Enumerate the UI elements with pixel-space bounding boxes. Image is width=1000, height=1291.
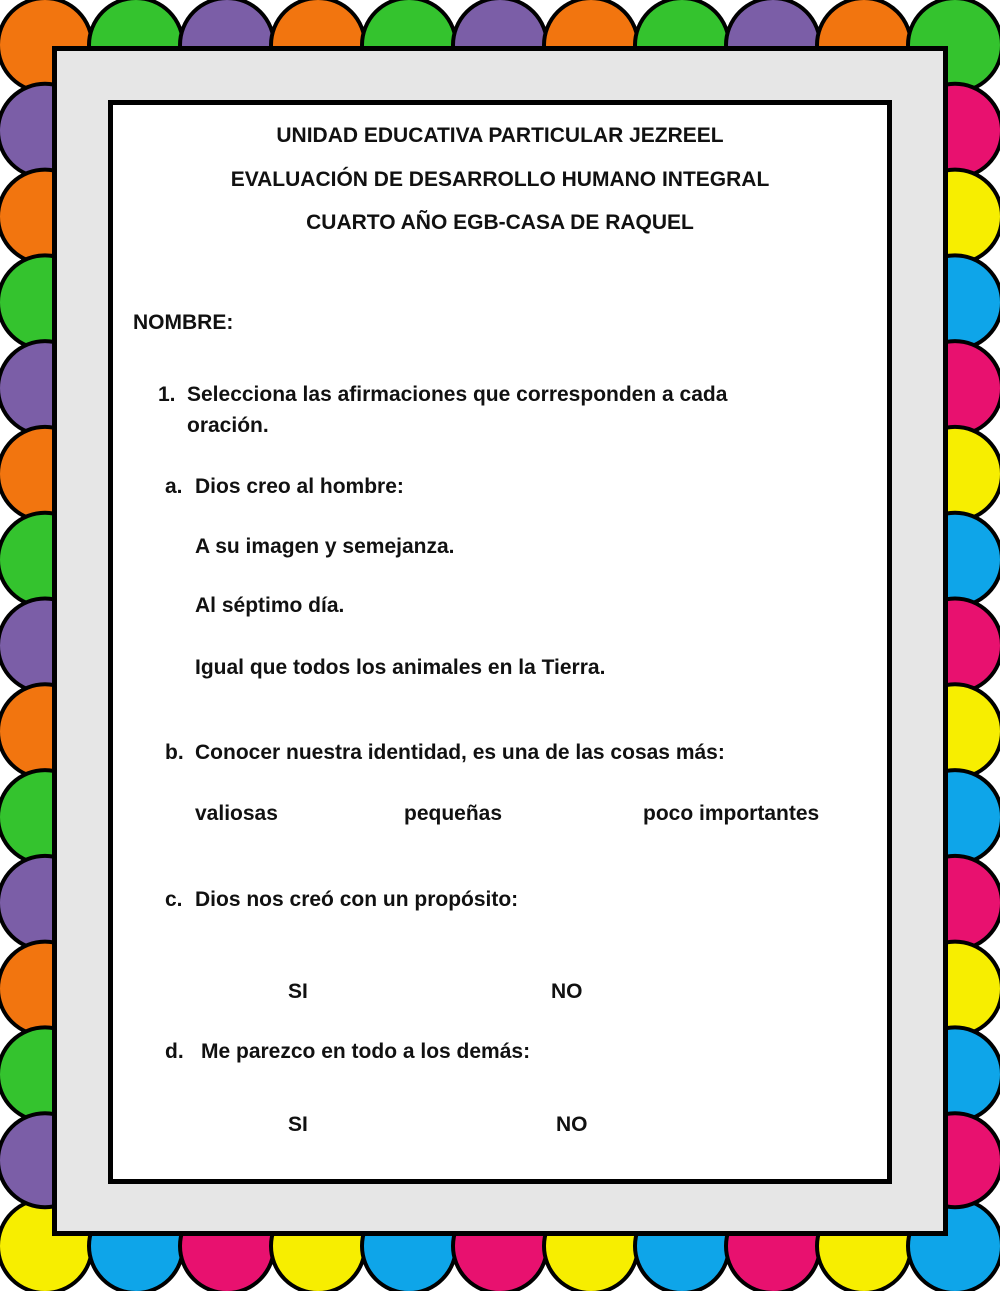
question-a-letter: a. <box>165 475 183 498</box>
question-c-option-no[interactable]: NO <box>551 980 583 1003</box>
evaluation-title: EVALUACIÓN DE DESARROLLO HUMANO INTEGRAL <box>230 168 770 191</box>
grade-title: CUARTO AÑO EGB-CASA DE RAQUEL <box>306 211 694 234</box>
question-b-letter: b. <box>165 741 184 764</box>
question-c-prompt: Dios nos creó con un propósito: <box>195 888 519 911</box>
question-a-option-2[interactable]: Al séptimo día. <box>195 594 345 617</box>
question-b-option-3[interactable]: poco importantes <box>643 802 820 825</box>
instruction-line-1: Selecciona las afirmaciones que corresponden a cada <box>187 383 728 406</box>
question-d-option-si[interactable]: SI <box>288 1113 308 1136</box>
question-d-letter: d. <box>165 1040 184 1063</box>
name-label: NOMBRE: <box>133 311 234 334</box>
worksheet-panel <box>108 100 892 1184</box>
instruction-line-2: oración. <box>187 414 269 437</box>
question-a-prompt: Dios creo al hombre: <box>195 475 404 498</box>
question-b-option-1[interactable]: valiosas <box>195 802 278 825</box>
question-b-option-2[interactable]: pequeñas <box>404 802 503 825</box>
question-c-option-si[interactable]: SI <box>288 980 308 1003</box>
question-d-option-no[interactable]: NO <box>556 1113 588 1136</box>
question-c-letter: c. <box>165 888 183 911</box>
question-a-option-1[interactable]: A su imagen y semejanza. <box>195 535 455 558</box>
school-title: UNIDAD EDUCATIVA PARTICULAR JEZREEL <box>276 124 724 147</box>
question-a-option-3[interactable]: Igual que todos los animales en la Tierra. <box>195 656 606 679</box>
question-d-prompt: Me parezco en todo a los demás: <box>201 1040 531 1063</box>
question-b-prompt: Conocer nuestra identidad, es una de las cosas más: <box>195 741 725 764</box>
instruction-number: 1. <box>158 383 176 406</box>
